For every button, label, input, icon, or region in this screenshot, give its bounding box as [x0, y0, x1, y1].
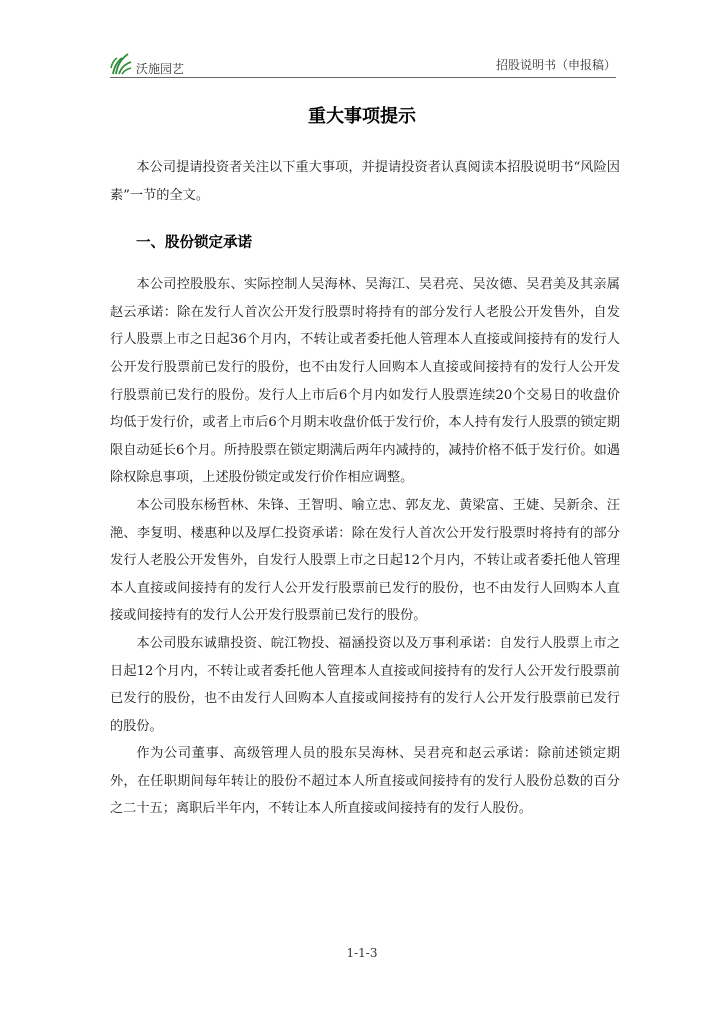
document-label: 招股说明书（申报稿） — [495, 58, 616, 72]
paragraph-controlling-shareholders: 本公司控股股东、实际控制人吴海林、吴海江、吴君亮、吴汝德、吴君美及其亲属赵云承诺：除在发行人首次公开发行股票时将持有的部分发行人老股公开发售外，自发行人股票上市之日起36个月内，不转让或者委托他人管理本人直接或间接持有的发行人公开发行股票前已发行的股份，也不由发行人回购本人直接或间接持有的发行人公开发行股票前已发行的股份。发行人上市后6个月内如发行人股票连续20个交易日的收盘价均低于发行价，或者上市后6个月期末收盘价低于发行价，本人持有发行人股票的锁定期限自动延长6个月。所持股票在锁定期满后两年内减持的，减持价格不低于发行价。如遇除权除息事项，上述股份锁定或发行价作相应调整。 — [110, 277, 620, 486]
page-number: 1-1-3 — [346, 946, 378, 960]
paragraph-individual-shareholders: 本公司股东杨哲林、朱锋、王智明、喻立忠、郭友龙、黄梁富、王婕、吴新余、汪滟、李复明、楼惠种以及厚仁投资承诺：除在发行人首次公开发行股票时将持有的部分发行人老股公开发售外，自发行人股票上市之日起12个月内，不转让或者委托他人管理本人直接或间接持有的发行人公开发行股票前已发行的股份，也不由发行人回购本人直接或间接持有的发行人公开发行股票前已发行的股份。 — [110, 497, 620, 624]
section-heading-share-lockup: 一、股份锁定承诺 — [136, 235, 252, 252]
leaf-logo-icon — [110, 50, 132, 76]
paragraph-director-shareholders: 作为公司董事、高级管理人员的股东吴海林、吴君亮和赵云承诺：除前述锁定期外，在任职期间每年转让的股份不超过本人所直接或间接持有的发行人股份总数的百分之二十五；离职后半年内，不转让本人所直接或间接持有的发行人股份。 — [110, 746, 620, 817]
company-logo — [110, 48, 184, 76]
page-title: 重大事项提示 — [308, 106, 416, 127]
intro-paragraph: 本公司提请投资者关注以下重大事项，并提请投资者认真阅读本招股说明书“风险因素”一节的全文。 — [110, 160, 620, 203]
header-divider — [110, 77, 616, 78]
paragraph-institutional-shareholders: 本公司股东诚鼎投资、皖江物投、福涵投资以及万事利承诺：自发行人股票上市之日起12个月内，不转让或者委托他人管理本人直接或间接持有的发行人公开发行股票前已发行的股份，也不由发行人回购本人直接或间接持有的发行人公开发行股票前已发行的股份。 — [110, 635, 620, 734]
document-body — [110, 154, 620, 823]
logo-text: 沃施园艺 — [136, 62, 185, 76]
page-header — [110, 46, 616, 78]
